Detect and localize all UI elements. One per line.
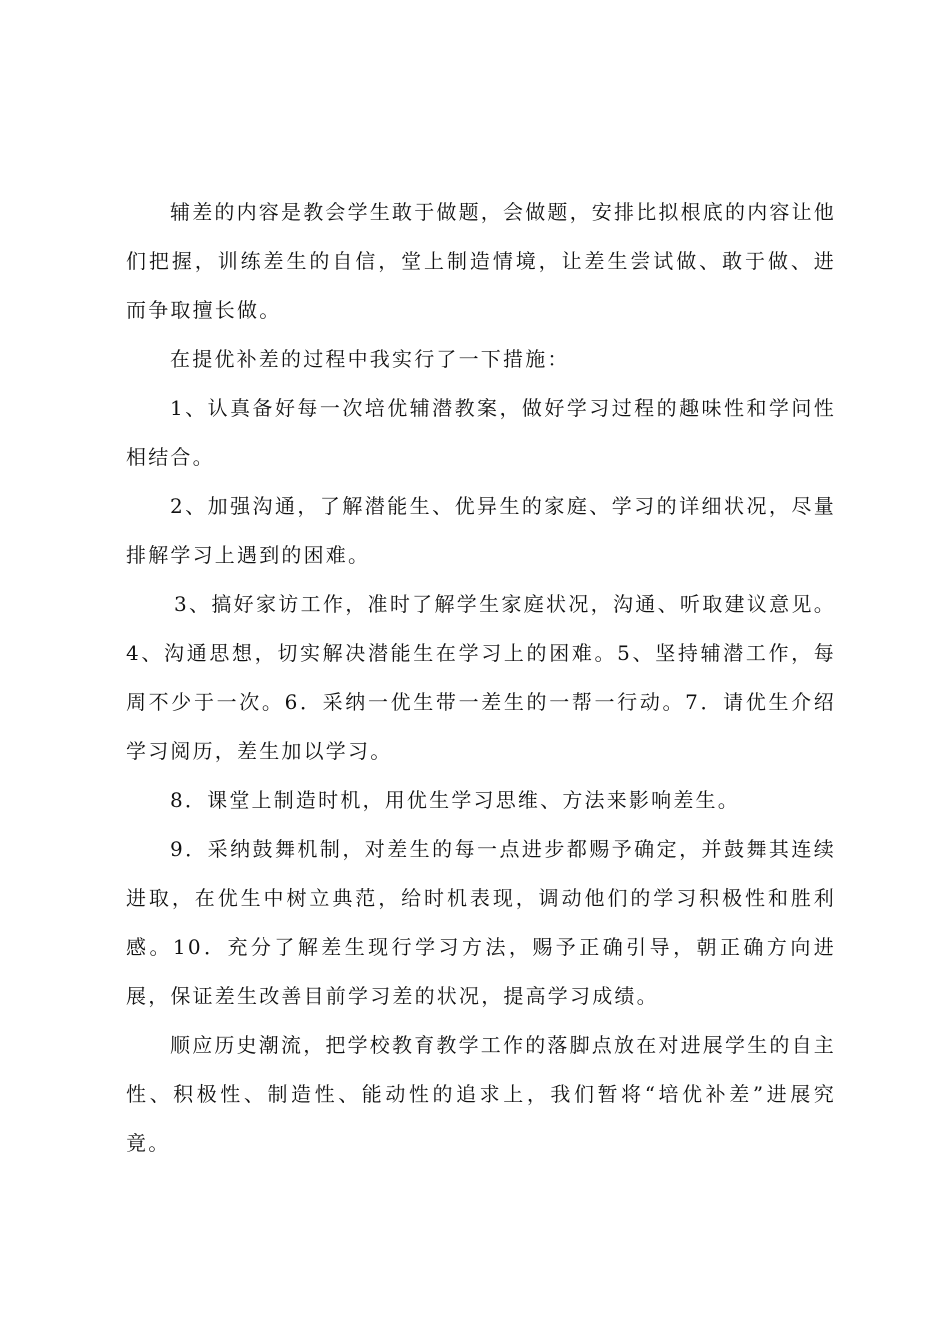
- paragraph-measures-intro: 在提优补差的过程中我实行了一下措施：: [170, 347, 570, 371]
- paragraph-measures-3-to-7: 3、搞好家访工作，准时了解学生家庭状况，沟通、听取建议意见。4、沟通思想，切实解决潜能生在学习上的困难。5、坚持辅潜工作，每周不少于一次。6．采纳一优生带一差生的一帮一行动。7．请优生介绍学习阅历，差生加以学习。: [126, 592, 836, 763]
- paragraph-conclusion: 顺应历史潮流，把学校教育教学工作的落脚点放在对进展学生的自主性、积极性、制造性、能动性的追求上，我们暂将“培优补差”进展究竟。: [126, 1033, 836, 1155]
- paragraph-measure-2: 2、加强沟通，了解潜能生、优异生的家庭、学习的详细状况，尽量排解学习上遇到的困难。: [126, 494, 836, 567]
- paragraph-measure-8: 8．课堂上制造时机，用优生学习思维、方法来影响差生。: [170, 788, 740, 812]
- paragraph-measure-1: 1、认真备好每一次培优辅潜教案，做好学习过程的趣味性和学问性相结合。: [126, 396, 836, 469]
- paragraph-measures-9-10: 9．采纳鼓舞机制，对差生的每一点进步都赐予确定，并鼓舞其连续进取，在优生中树立典范，给时机表现，调动他们的学习积极性和胜利感。10．充分了解差生现行学习方法，赐予正确引导，朝正确方向进展，保证差生改善目前学习差的状况，提高学习成绩。: [126, 837, 836, 1008]
- paragraph-tutoring-content: 辅差的内容是教会学生敢于做题，会做题，安排比拟根底的内容让他们把握，训练差生的自信，堂上制造情境，让差生尝试做、敢于做、进而争取擅长做。: [126, 200, 836, 322]
- document-body: [126, 188, 836, 1168]
